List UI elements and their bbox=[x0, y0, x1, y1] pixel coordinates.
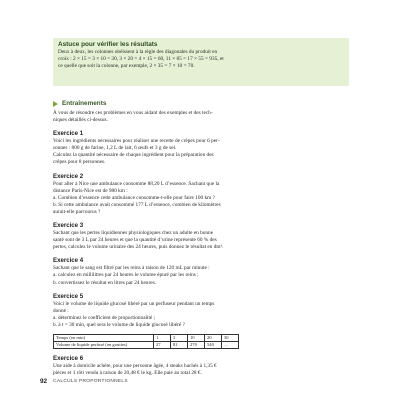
table-cell: 540 bbox=[205, 341, 222, 348]
exercise-line: pertes, calculez le volume urinaire des 24 heures, puis donnez le résultat en dm³. bbox=[53, 244, 224, 251]
exercise-line: Voici le volume de liquide glucosé libéré par un perfuseur pendant un temps bbox=[53, 300, 215, 307]
tip-line: ce quelle que soit la colonne, par exemple, 2 × 35 = 7 × 10 = 70. bbox=[58, 63, 195, 70]
exercise-line: santé sont de 3 L par 24 heures et que la quantité d’urine représente 60 % des bbox=[53, 237, 217, 244]
tip-line: Deux à deux, les colonnes obéissent à la règle des diagonales du produit en bbox=[58, 49, 218, 55]
exercise-line: Sachant que le sang est filtré par les reins à raison de 120 mL par minute : bbox=[53, 265, 210, 272]
exercise-title: Exercice 2 bbox=[53, 172, 84, 180]
exercise-line: Une aide à domicile achète, pour une personne âgée, 4 steaks hachés à 1,35 € bbox=[53, 362, 217, 369]
exercise-line: aurait-elle parcourus ? bbox=[53, 208, 101, 215]
exercise-line: crêpes pour 8 personnes. bbox=[53, 159, 106, 166]
exercise-5 bbox=[53, 293, 349, 349]
exercise-line: Calculez la quantité nécessaire de chaque ingrédient pour la préparation des bbox=[53, 152, 214, 159]
exercise-title: Exercice 4 bbox=[53, 257, 84, 265]
tip-box bbox=[53, 38, 349, 86]
exercise-line: distance Paris-Nice est de 980 km : bbox=[53, 187, 128, 194]
page-number: 92 bbox=[40, 378, 48, 385]
exercise-line: b. Si cette ambulance avait consommé 177 L d’essence, combien de kilomètres bbox=[53, 201, 221, 208]
intro-line: niques détaillés ci-dessus. bbox=[53, 117, 108, 124]
exercise-line: Voici les ingrédients nécessaires pour réaliser une recette de crêpes pour 6 per- bbox=[53, 138, 220, 145]
running-title: CALCULS PROPORTIONNELS bbox=[53, 379, 128, 384]
page-footer bbox=[40, 378, 128, 385]
arrow-bullet-icon bbox=[53, 101, 58, 107]
exercise-title: Exercice 3 bbox=[53, 222, 84, 230]
exercise-line: a. déterminez le coefficient de proportionnalité ; bbox=[53, 314, 156, 321]
exercise-text bbox=[53, 181, 349, 216]
exercise-text bbox=[53, 265, 349, 286]
exercise-line: b. à t = 30 min, quel sera le volume de liquide glucosé libéré ? bbox=[53, 321, 185, 328]
exercise-3 bbox=[53, 222, 349, 251]
table-cell: 270 bbox=[188, 341, 205, 348]
exercise-line: b. convertissez le résultat en litres par 24 heures. bbox=[53, 279, 156, 286]
exercise-text bbox=[53, 138, 349, 166]
exercise-6 bbox=[53, 355, 349, 377]
exercise-2 bbox=[53, 173, 349, 216]
exercise-text bbox=[53, 301, 349, 329]
tip-title: Astuce pour vérifier les résultats bbox=[58, 41, 158, 48]
section-intro bbox=[53, 110, 349, 124]
table-row bbox=[54, 334, 239, 341]
table-row-label: Volume de liquide perfusé (en gouttes) bbox=[54, 341, 154, 348]
exercise-line: pièces et 1 rôti vendu à raison de 20,48 € le kg. Elle paie au total 28 €. bbox=[53, 370, 202, 377]
exercise-4 bbox=[53, 257, 349, 286]
exercise-text bbox=[53, 363, 349, 377]
table-cell: 3 bbox=[171, 334, 188, 341]
table-cell: 30 bbox=[222, 334, 239, 341]
table-row bbox=[54, 341, 239, 348]
exercise-title: Exercice 1 bbox=[53, 130, 84, 138]
exercise-title: Exercice 6 bbox=[53, 354, 84, 362]
section-title: Entraînements bbox=[62, 100, 107, 107]
exercise-1 bbox=[53, 130, 349, 166]
table-row-label: Temps (en min) bbox=[54, 334, 154, 341]
section-heading bbox=[53, 100, 349, 107]
tip-text bbox=[58, 49, 344, 71]
exercise-line: sonnes : 800 g de farine, 1,2 L de lait, 6 œufs et 3 g de sel. bbox=[53, 145, 177, 152]
table-cell: 81 bbox=[171, 341, 188, 348]
exercise-title: Exercice 5 bbox=[53, 292, 84, 300]
table-cell: 27 bbox=[154, 341, 171, 348]
exercise-line: a. Combien d’essence cette ambulance consomme-t-elle pour faire 100 km ? bbox=[53, 194, 215, 201]
exercise-line: Pour aller à Nice une ambulance consomme 88,20 L d’essence. Sachant que la bbox=[53, 180, 220, 187]
exercise-line: a. calculez en millilitres par 24 heures le volume épuré par les reins ; bbox=[53, 272, 199, 279]
table-cell: … bbox=[222, 341, 239, 348]
intro-line: À vous de résoudre ces problèmes en vous aidant des exemples et des tech- bbox=[53, 110, 213, 116]
table-cell: 20 bbox=[205, 334, 222, 341]
table-cell: 1 bbox=[154, 334, 171, 341]
table-cell: 10 bbox=[188, 334, 205, 341]
tip-line: croix : 2 × 15 = 3 × 10 = 30, 3 × 20 = 4 × 15 = 60, 11 × 85 = 17 × 55 = 935, et bbox=[58, 56, 224, 63]
exercise-text bbox=[53, 230, 349, 251]
perfusion-table bbox=[53, 334, 239, 349]
page-content bbox=[53, 38, 349, 377]
exercise-line: Sachant que les pertes liquidiennes physiologiques chez un adulte en bonne bbox=[53, 230, 214, 237]
exercise-line: donné : bbox=[53, 307, 69, 314]
